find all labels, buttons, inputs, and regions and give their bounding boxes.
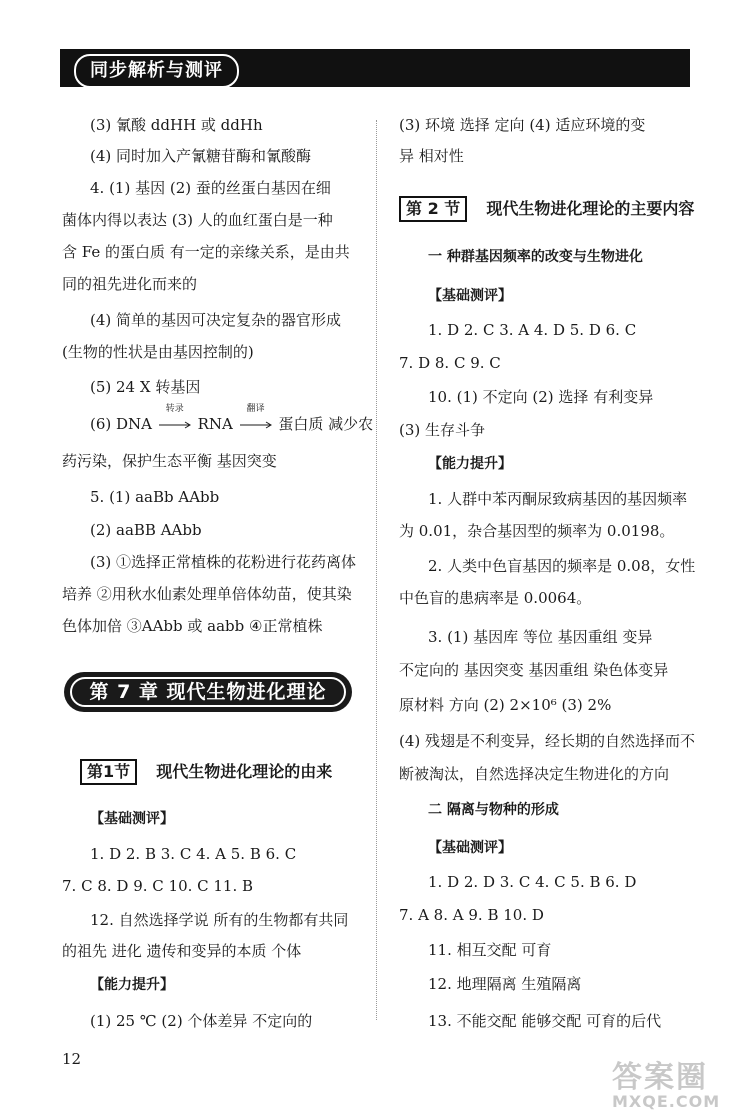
header-title: 同步解析与测评 xyxy=(74,54,239,88)
text-line: (2) aaBB AAbb xyxy=(90,521,202,539)
text-line: (3) 环境 选择 定向 (4) 适应环境的变 xyxy=(399,116,646,134)
chapter-title: 第 7 章 现代生物进化理论 xyxy=(70,677,346,707)
subhead-basic-test: 【基础测评】 xyxy=(90,811,174,827)
eq-protein: 蛋白质 减少农 xyxy=(278,415,374,433)
eq-dna: (6) DNA xyxy=(90,415,152,433)
text-line: (生物的性状是由基因控制的) xyxy=(62,343,254,361)
answer-line: 7. A 8. A 9. B 10. D xyxy=(399,906,544,924)
answer-line: 3. (1) 基因库 等位 基因重组 变异 xyxy=(428,628,653,646)
section-title: 现代生物进化理论的主要内容 xyxy=(486,199,695,218)
text-line: 色体加倍 ③AAbb 或 aabb ④正常植株 xyxy=(62,617,323,635)
chapter-banner xyxy=(64,672,352,712)
subhead-ability: 【能力提升】 xyxy=(90,977,174,993)
answer-line: 7. C 8. D 9. C 10. C 11. B xyxy=(62,877,254,895)
answer-line: 12. 自然选择学说 所有的生物都有共同 xyxy=(90,911,349,929)
text-line: 同的祖先进化而来的 xyxy=(62,275,198,293)
answer-line: 1. D 2. C 3. A 4. D 5. D 6. C xyxy=(428,321,637,339)
subhead-basic-test: 【基础测评】 xyxy=(428,840,512,856)
section-number: 第1节 xyxy=(80,759,137,785)
section-number: 第 2 节 xyxy=(399,196,467,222)
subsection-title: 二 隔离与物种的形成 xyxy=(428,802,559,818)
answer-line: 12. 地理隔离 生殖隔离 xyxy=(428,975,582,993)
answer-line: 1. D 2. D 3. C 4. C 5. B 6. D xyxy=(428,873,637,891)
answer-line: 为 0.01，杂合基因型的频率为 0.0198。 xyxy=(399,522,675,540)
arrow-label-transcription: 转录 xyxy=(165,404,184,414)
text-line: (4) 简单的基因可决定复杂的器官形成 xyxy=(90,311,342,329)
subsection-title: 一 种群基因频率的改变与生物进化 xyxy=(428,249,643,265)
text-line: 菌体内得以表达 (3) 人的血红蛋白是一种 xyxy=(62,211,333,229)
watermark-logo xyxy=(612,1052,720,1111)
page-number: 12 xyxy=(62,1050,82,1068)
arrow-transcription xyxy=(157,404,193,434)
text-line: (3) ①选择正常植株的花粉进行花药离体 xyxy=(90,553,357,571)
arrow-translation xyxy=(238,404,274,434)
answer-line: (3) 生存斗争 xyxy=(399,421,486,439)
answer-line: 1. 人群中苯丙酮尿致病基因的基因频率 xyxy=(428,490,688,508)
text-line: 5. (1) aaBb AAbb xyxy=(90,488,220,506)
answer-line: 原材料 方向 (2) 2×10⁶ (3) 2% xyxy=(399,696,612,714)
text-line: 异 相对性 xyxy=(399,147,464,165)
answer-line: 的祖先 进化 遗传和变异的本质 个体 xyxy=(62,942,302,960)
text-line: (5) 24 X 转基因 xyxy=(90,378,201,396)
answer-line: (1) 25 ℃ (2) 个体差异 不定向的 xyxy=(90,1012,313,1030)
right-arrow-icon xyxy=(239,419,273,431)
subhead-ability: 【能力提升】 xyxy=(428,456,512,472)
equation-line xyxy=(90,404,374,434)
column-divider xyxy=(376,120,377,1020)
text-line: 培养 ②用秋水仙素处理单倍体幼苗，使其染 xyxy=(62,585,352,603)
answer-line: 13. 不能交配 能够交配 可育的后代 xyxy=(428,1012,662,1030)
arrow-label-translation: 翻译 xyxy=(246,404,265,414)
answer-line: 断被淘汰，自然选择决定生物进化的方向 xyxy=(399,765,670,783)
answer-line: (4) 残翅是不利变异，经长期的自然选择而不 xyxy=(399,732,696,750)
section-title: 现代生物进化理论的由来 xyxy=(156,762,333,781)
section-heading xyxy=(399,196,694,222)
eq-rna: RNA xyxy=(197,415,233,433)
right-arrow-icon xyxy=(158,419,192,431)
answer-line: 1. D 2. B 3. C 4. A 5. B 6. C xyxy=(90,845,297,863)
answer-line: 不定向的 基因突变 基因重组 染色体变异 xyxy=(399,661,669,679)
text-line: 4. (1) 基因 (2) 蚕的丝蛋白基因在细 xyxy=(90,179,331,197)
watermark-text: 答案圈 xyxy=(612,1060,708,1095)
answer-line: 中色盲的患病率是 0.0064。 xyxy=(399,589,592,607)
answer-line: 11. 相互交配 可育 xyxy=(428,941,552,959)
text-line: 含 Fe 的蛋白质 有一定的亲缘关系，是由共 xyxy=(62,243,350,261)
text-line: (3) 氰酸 ddHH 或 ddHh xyxy=(90,116,263,134)
section-heading xyxy=(80,759,332,785)
answer-line: 7. D 8. C 9. C xyxy=(399,354,501,372)
text-line: (4) 同时加入产氰糖苷酶和氰酸酶 xyxy=(90,147,312,165)
watermark-url: MXQE.COM xyxy=(612,1092,721,1111)
answer-line: 2. 人类中色盲基因的频率是 0.08，女性 xyxy=(428,557,696,575)
answer-line: 10. (1) 不定向 (2) 选择 有利变异 xyxy=(428,388,654,406)
subhead-basic-test: 【基础测评】 xyxy=(428,288,512,304)
text-line: 药污染，保护生态平衡 基因突变 xyxy=(62,452,277,470)
